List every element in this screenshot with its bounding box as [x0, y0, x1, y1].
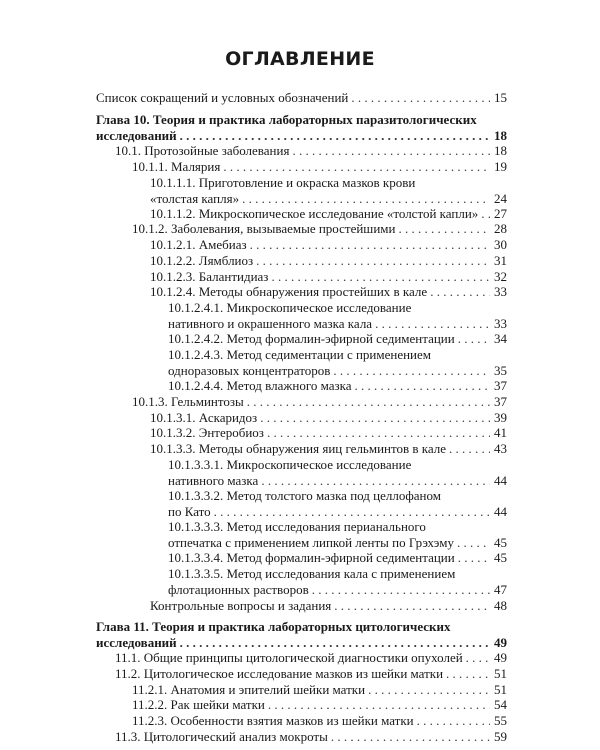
toc-page-number: 45 [494, 534, 507, 550]
dot-leader [481, 206, 490, 222]
toc-entry-title: 11.2.3. Особенности взятия мазков из шейки матки [132, 713, 414, 728]
toc-entry[interactable] [115, 650, 507, 666]
toc-page-number: 49 [494, 650, 507, 665]
toc-entry-title: Глава 11. Теория и практика лабораторных цитологических [96, 619, 451, 634]
toc-entry-title: 10.1.1.2. Микроскопическое исследование «толстой капли» [150, 206, 479, 221]
toc-entry-title: 10.1.2.4.4. Метод влажного мазка [168, 378, 352, 393]
dot-leader [449, 441, 490, 457]
toc-entry[interactable] [96, 112, 507, 143]
toc-page-number: 47 [494, 581, 507, 597]
page-title: ОГЛАВЛЕНИЕ [225, 48, 375, 70]
toc-entry-title: 10.1.2.3. Балантидиаз [150, 269, 269, 284]
dot-leader [267, 425, 490, 441]
toc-entry[interactable] [150, 206, 507, 222]
toc-entry[interactable] [132, 697, 507, 713]
toc-entry-title: 11.2.1. Анатомия и эпителий шейки матки [132, 682, 366, 697]
toc-entry[interactable] [96, 619, 507, 650]
dot-leader [247, 394, 490, 410]
toc-entry[interactable] [168, 457, 507, 488]
toc-entry[interactable] [115, 143, 507, 159]
dot-leader [430, 284, 490, 300]
toc-page-number: 33 [494, 315, 507, 331]
toc-page-number: 44 [494, 503, 507, 519]
dot-leader [180, 635, 490, 651]
toc-entry[interactable] [150, 425, 507, 441]
toc-entry-title: 10.1.1. Малярия [132, 159, 221, 174]
dot-leader [256, 253, 490, 269]
toc-page-number: 55 [494, 713, 507, 728]
toc-entry-title: 10.1.3.3. Методы обнаружения яиц гельминтов в кале [150, 441, 447, 456]
dot-leader [292, 143, 490, 159]
toc-page-number: 19 [494, 159, 507, 174]
toc-page-number: 30 [494, 237, 507, 252]
toc-entry-title: 10.1.3.3.5. Метод исследования кала с применением [168, 566, 456, 581]
dot-leader [333, 363, 490, 379]
toc-entry-title: нативного и окрашенного мазка кала [168, 315, 373, 331]
toc-page-number: 31 [494, 253, 507, 268]
toc-entry-title: 10.1.2.4. Методы обнаружения простейших в кале [150, 284, 428, 299]
dot-leader [457, 535, 490, 551]
dot-leader [214, 504, 490, 520]
toc-page-number: 37 [494, 394, 507, 409]
toc-entry-title: нативного мазка [168, 472, 259, 488]
dot-leader [260, 410, 490, 426]
toc-entry-title: 10.1.2.1. Амебиаз [150, 237, 247, 252]
toc-entry-title: 11.2.2. Рак шейки матки [132, 697, 265, 712]
toc-entry[interactable] [150, 598, 507, 614]
toc-entry[interactable] [168, 566, 507, 597]
toc-entry[interactable] [168, 550, 507, 566]
toc-page-number: 24 [494, 190, 507, 206]
toc-page-number: 45 [494, 550, 507, 565]
dot-leader [458, 550, 490, 566]
toc-entry[interactable] [150, 410, 507, 426]
toc-entry[interactable] [132, 159, 507, 175]
toc-entry-title: 10.1.2.4.1. Микроскопическое исследование [168, 300, 412, 315]
toc-entry-title: 10.1.2.4.2. Метод формалин-эфирной седиментации [168, 331, 455, 346]
toc-entry-title: Глава 10. Теория и практика лабораторных паразитологических [96, 112, 477, 127]
dot-leader [261, 473, 490, 489]
dot-leader [250, 237, 490, 253]
toc-entry[interactable] [168, 378, 507, 394]
toc-page-number: 15 [494, 90, 507, 105]
toc-page-number: 48 [494, 598, 507, 613]
toc-entry[interactable] [168, 488, 507, 519]
toc-entry[interactable] [132, 394, 507, 410]
dot-leader [466, 650, 490, 666]
dot-leader [446, 666, 490, 682]
toc-entry[interactable] [150, 269, 507, 285]
dot-leader [271, 269, 490, 285]
toc-page-number: 41 [494, 425, 507, 440]
toc-entry-title: «толстая капля» [150, 190, 240, 206]
toc-page-number: 34 [494, 331, 507, 346]
toc-entry[interactable] [132, 682, 507, 698]
toc-entry-title: 11.1. Общие принципы цитологической диагностики опухолей [115, 650, 463, 665]
toc-entry-title: 10.1.1.1. Приготовление и окраска мазков крови [150, 175, 416, 190]
toc-entry-title: 10.1.3. Гельминтозы [132, 394, 244, 409]
toc-entry-title: 10.1.3.3.1. Микроскопическое исследование [168, 457, 412, 472]
toc-entry-title: 10.1.2. Заболевания, вызываемые простейшими [132, 221, 396, 236]
dot-leader [355, 378, 490, 394]
toc-page-number: 54 [494, 697, 507, 712]
dot-leader [242, 191, 490, 207]
toc-entry-title: 10.1.3.3.3. Метод исследования перианального [168, 519, 426, 534]
toc-page-number: 33 [494, 284, 507, 299]
toc-page-number: 51 [494, 682, 507, 697]
dot-leader [368, 682, 490, 698]
dot-leader [417, 713, 490, 729]
toc-page-number: 35 [494, 362, 507, 378]
toc-entry[interactable] [150, 253, 507, 269]
toc-entry[interactable] [168, 519, 507, 550]
toc-entry[interactable] [96, 90, 507, 106]
toc-entry-title: 10.1.3.3.2. Метод толстого мазка под целлофаном [168, 488, 441, 503]
toc-page-number: 43 [494, 441, 507, 456]
toc-entry[interactable] [115, 729, 507, 745]
toc-entry-title: одноразовых концентраторов [168, 362, 331, 378]
toc-entry[interactable] [168, 300, 507, 331]
toc-entry[interactable] [115, 666, 507, 682]
toc-entry-title: 10.1.2.4.3. Метод седиментации с применением [168, 347, 432, 362]
toc-entry-title: 11.3. Цитологический анализ мокроты [115, 729, 328, 744]
toc-entry[interactable] [132, 713, 507, 729]
dot-leader [375, 316, 490, 332]
toc-entry-title: 10.1. Протозойные заболевания [115, 143, 290, 158]
toc-page-number: 18 [494, 143, 507, 158]
toc-entry-title: Список сокращений и условных обозначений [96, 90, 349, 105]
dot-leader [351, 90, 490, 106]
toc-page-number: 28 [494, 221, 507, 236]
toc-entry-title: флотационных растворов [168, 581, 309, 597]
dot-leader [458, 331, 490, 347]
dot-leader [223, 159, 490, 175]
toc-page-number: 44 [494, 472, 507, 488]
dot-leader [268, 697, 490, 713]
toc-entry-title: 10.1.3.2. Энтеробиоз [150, 425, 264, 440]
toc-entry[interactable] [150, 284, 507, 300]
toc-entry-title: исследований [96, 634, 177, 650]
toc-entry[interactable] [168, 331, 507, 347]
toc-page-number: 27 [494, 206, 507, 221]
toc-entry-title: 10.1.3.1. Аскаридоз [150, 410, 258, 425]
toc-entry-title: по Като [168, 503, 211, 519]
toc-entry-title: 10.1.2.2. Лямблиоз [150, 253, 254, 268]
dot-leader [312, 582, 490, 598]
toc-page-number: 59 [494, 729, 507, 744]
toc-entry-title: исследований [96, 127, 177, 143]
toc-page-number: 51 [494, 666, 507, 681]
toc-page-number: 37 [494, 378, 507, 393]
toc-page-number: 49 [494, 634, 507, 650]
toc-entry[interactable] [132, 221, 507, 237]
toc-entry[interactable] [150, 237, 507, 253]
dot-leader [334, 598, 490, 614]
toc-page-number: 39 [494, 410, 507, 425]
toc-entry-title: отпечатка с применением липкой ленты по Грэхэму [168, 534, 454, 550]
toc-entry[interactable] [168, 347, 507, 378]
toc-entry[interactable] [150, 441, 507, 457]
dot-leader [398, 221, 490, 237]
toc-entry-title: 10.1.3.3.4. Метод формалин-эфирной седиментации [168, 550, 455, 565]
dot-leader [331, 729, 490, 745]
toc-page-number: 18 [494, 127, 507, 143]
toc-entry-title: Контрольные вопросы и задания [150, 598, 332, 613]
dot-leader [180, 128, 490, 144]
toc-entry-title: 11.2. Цитологическое исследование мазков из шейки матки [115, 666, 444, 681]
toc-entry[interactable] [150, 175, 507, 206]
toc-page-number: 32 [494, 269, 507, 284]
